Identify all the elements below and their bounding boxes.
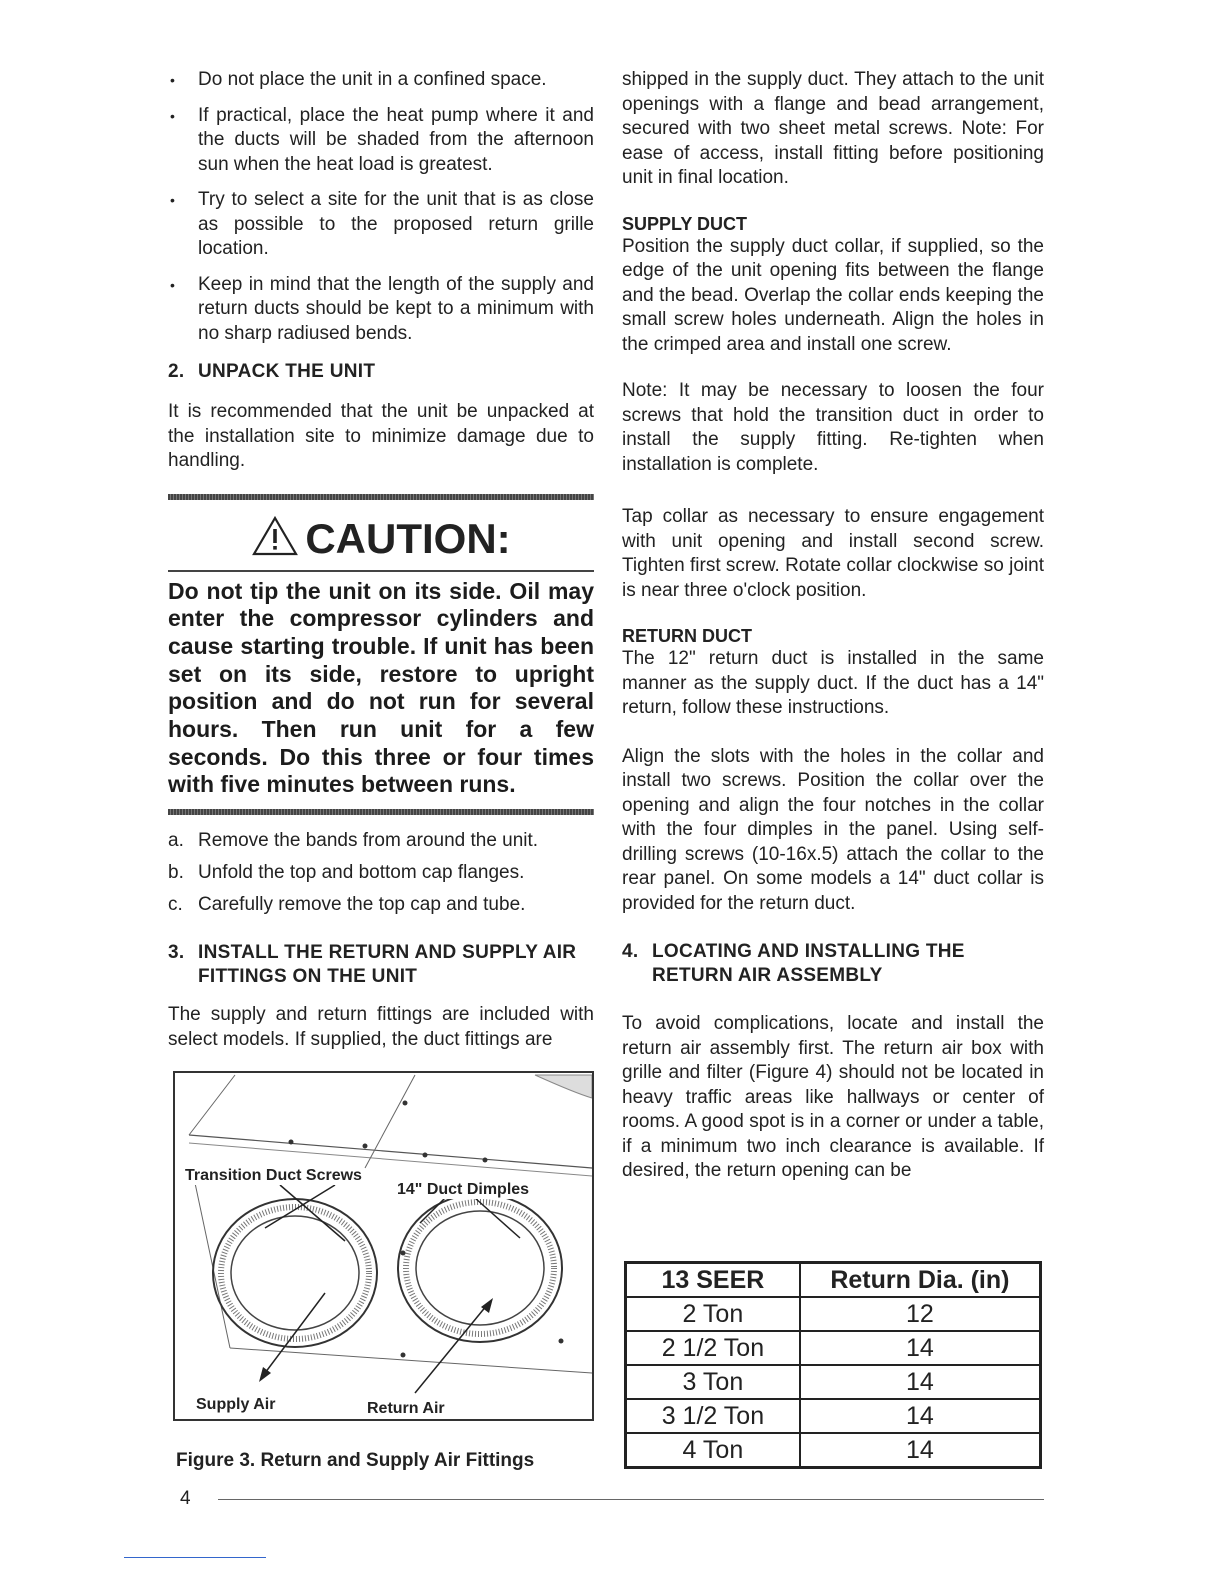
list-item: c. Carefully remove the top cap and tube.: [168, 894, 526, 916]
site-bullet-list: [168, 68, 594, 346]
tap-collar-text: Tap collar as necessary to ensure engagement with unit opening and install second screw. Tighten first screw. Rotate collar clockwise so joint is near three o'clock position.: [622, 506, 1044, 601]
unpack-body: It is recommended that the unit be unpacked at the installation site to minimize damage due to handling.: [168, 401, 594, 471]
return-air-label: Return Air: [367, 1400, 445, 1417]
table-header-row: [626, 1263, 1041, 1298]
table-cell: 3 1/2 Ton: [626, 1399, 800, 1433]
table-row: [626, 1297, 1041, 1331]
table-cell: 12: [800, 1297, 1041, 1331]
supply-note: Note: It may be necessary to loosen the four screws that hold the transition duct in order to install the supply fitting. Re-tighten when installation is complete.: [622, 380, 1044, 475]
return-duct-body: The 12" return duct is installed in the same manner as the supply duct. If the duct has a 14" return, follow these instructions.: [622, 648, 1044, 718]
table-row: [626, 1365, 1041, 1399]
list-item: • Try to select a site for the unit that is as close as possible to the proposed return grille location.: [168, 188, 594, 262]
caution-bottom-divider: [168, 809, 594, 815]
caution-body: Do not tip the unit on its side. Oil may enter the compressor cylinders and cause starting trouble. If unit has been set on its side, restore to upright position and do not run for several hours. Then run unit for a few seconds. Do this three or four times with five minutes between runs.: [168, 577, 594, 798]
caution-underline: [168, 570, 594, 572]
unpack-steps: [168, 829, 594, 917]
seer-return-table: [624, 1261, 1042, 1469]
table-cell: 14: [800, 1399, 1041, 1433]
fittings-intro: shipped in the supply duct. They attach to the unit openings with a flange and bead arrangement, secured with two sheet metal screws. Note: For ease of access, install fitting before positioning unit in final location.: [622, 69, 1044, 188]
table-cell: 14: [800, 1331, 1041, 1365]
caution-top-divider: [168, 494, 594, 500]
table-cell: 14: [800, 1433, 1041, 1468]
table-row: [626, 1399, 1041, 1433]
align-slots-text: Align the slots with the holes in the collar and install two screws. Position the collar over the opening and align the four notches in the collar with the four dimples in the panel. Using self-drilling screws (10-16x.5) attach the collar to the rear panel. On some models a 14" duct collar is provided for the return duct.: [622, 745, 1044, 914]
figure-caption: Figure 3. Return and Supply Air Fittings: [176, 1450, 535, 1471]
warning-triangle-icon: [251, 515, 299, 568]
page-number: 4: [180, 1488, 191, 1509]
list-item: b. Unfold the top and bottom cap flanges.: [168, 862, 525, 884]
table-cell: 4 Ton: [626, 1433, 800, 1468]
list-item: • Do not place the unit in a confined space.: [168, 68, 594, 93]
table-row: [626, 1331, 1041, 1365]
table-cell: 14: [800, 1365, 1041, 1399]
footer-rule: [218, 1499, 1044, 1500]
unpack-heading: 2. UNPACK THE UNIT: [168, 361, 376, 382]
install-heading: 3. INSTALL THE RETURN AND SUPPLY AIR FITTINGS ON THE UNIT: [168, 942, 577, 988]
list-item: • Keep in mind that the length of the supply and return ducts should be kept to a minimum with no sharp radiused bends.: [168, 273, 594, 347]
table-cell: 2 1/2 Ton: [626, 1331, 800, 1365]
fittings-illustration: [175, 1073, 592, 1419]
duct-dimples-label: 14" Duct Dimples: [397, 1181, 530, 1198]
right-column: [622, 68, 1044, 1184]
list-item: a. Remove the bands from around the unit.: [168, 830, 539, 852]
transition-screws-label: Transition Duct Screws: [185, 1167, 362, 1184]
table-cell: 3 Ton: [626, 1365, 800, 1399]
supply-duct-heading: SUPPLY DUCT: [622, 213, 748, 234]
bottom-link-line: [124, 1557, 266, 1558]
table-cell: 2 Ton: [626, 1297, 800, 1331]
return-duct-heading: RETURN DUCT: [622, 626, 752, 646]
install-body: The supply and return fittings are included with select models. If supplied, the duct fittings are: [168, 1004, 594, 1050]
caution-title: CAUTION:: [168, 514, 594, 568]
locating-heading: 4. LOCATING AND INSTALLING THE RETURN AIR ASSEMBLY: [622, 941, 965, 986]
return-assembly-text: To avoid complications, locate and install the return air assembly first. The return air box with grille and filter (Figure 4) should not be located in heavy traffic areas like hallways or center of rooms. A good spot is in a corner or under a table, if a minimum two inch clearance is available. If desired, the return opening can be: [622, 1013, 1044, 1181]
supply-air-label: Supply Air: [196, 1396, 276, 1413]
supply-duct-body: Position the supply duct collar, if supplied, so the edge of the unit opening fits between the flange and the bead. Overlap the collar ends keeping the small screw holes underneath. Align the holes in the crimped area and install one screw.: [622, 235, 1044, 355]
table-row: [626, 1433, 1041, 1468]
left-column: [168, 68, 594, 1052]
figure-3-fittings: [173, 1071, 594, 1421]
table-header: 13 SEER: [626, 1263, 800, 1298]
table-header: Return Dia. (in): [800, 1263, 1041, 1298]
list-item: • If practical, place the heat pump where it and the ducts will be shaded from the afternoon sun when the heat load is greatest.: [168, 104, 594, 178]
